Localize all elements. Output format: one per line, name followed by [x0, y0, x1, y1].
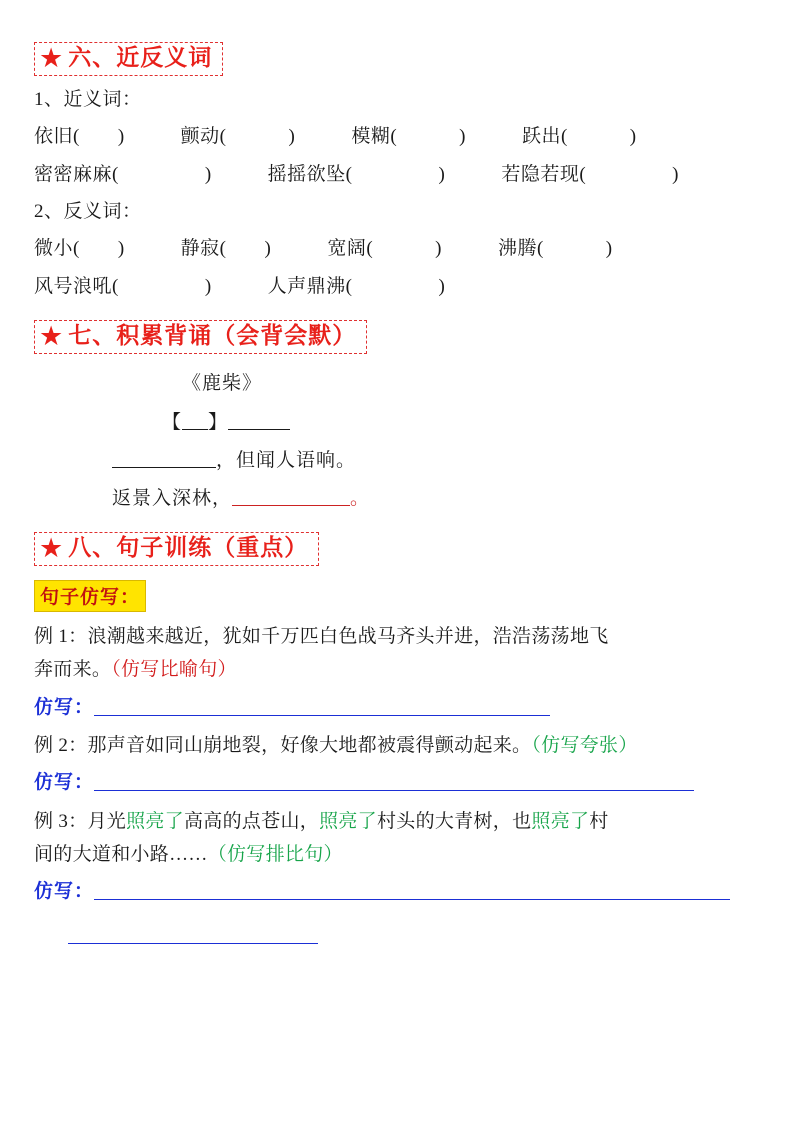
imitate-row-1 — [34, 693, 760, 723]
section-title-6: 六、近反义词 — [68, 45, 213, 71]
section-heading-8 — [34, 532, 319, 566]
word-renshengdingfei: 人声鼎沸( — [267, 276, 353, 298]
example-1-text: 浪潮越来越近，犹如千万匹白色战马齐头并进，浩浩荡荡地飞 — [87, 626, 609, 648]
word-mohu: 模糊( — [351, 126, 398, 148]
word-chandong: 颤动( — [180, 126, 227, 148]
example-3-text-1: 月光 — [87, 810, 127, 832]
star-icon: ★ — [39, 321, 64, 352]
example-3-cont — [34, 838, 760, 871]
word-mimimama: 密密麻麻( — [34, 164, 119, 186]
paren-close-1: ) — [117, 126, 125, 148]
imitate-blank-3[interactable] — [94, 878, 730, 900]
page-content — [34, 42, 760, 944]
example-3-label: 例 3： — [34, 810, 88, 832]
example-3-green-2: 照亮了 — [319, 810, 377, 832]
example-1-label: 例 1： — [34, 626, 88, 648]
star-icon: ★ — [39, 43, 64, 73]
imitate-row-3 — [34, 877, 760, 907]
paren-close-11: ) — [605, 238, 613, 260]
antonyms-label: 2、反义词： — [34, 201, 142, 223]
paren-close-7: ) — [672, 164, 679, 186]
poem-bracket-close: 】 — [208, 412, 229, 434]
word-fenghaolanghou: 风号浪吼( — [34, 276, 119, 298]
synonyms-row-2 — [34, 156, 760, 194]
imitate-label-1: 仿写： — [34, 696, 95, 718]
example-1-text-line2: 奔而来。 — [34, 659, 112, 681]
poem-title: 《鹿柴》 — [182, 373, 263, 395]
paren-close-10: ) — [435, 238, 442, 260]
example-2-label: 例 2： — [34, 734, 88, 756]
imitate-label-2: 仿写： — [34, 772, 95, 794]
poem-blank-1[interactable] — [182, 409, 208, 430]
example-3-text-3: 村头的大青树，也 — [376, 810, 532, 832]
imitate-row-2 — [34, 768, 760, 798]
poem-line-3-period: 。 — [350, 488, 371, 510]
imitate-blank-1[interactable] — [94, 694, 550, 716]
poem-line-3-text: 返景入深林， — [112, 488, 233, 510]
word-weixiao: 微小( — [34, 238, 80, 260]
paren-close-2: ) — [288, 126, 296, 148]
word-kuankuo: 宽阔( — [327, 238, 374, 260]
imitate-blank-3-line2[interactable] — [68, 926, 318, 945]
paren-close-13: ) — [438, 276, 446, 298]
example-3-note: （仿写排比句） — [207, 843, 343, 865]
example-3-green-1: 照亮了 — [126, 810, 184, 832]
synonyms-row-1 — [34, 118, 760, 156]
antonyms-row-1 — [34, 230, 760, 268]
paren-close-6: ) — [438, 164, 446, 186]
poem-blank-3[interactable] — [112, 447, 216, 468]
poem-blank-4[interactable] — [232, 485, 350, 506]
section-title-8: 八、句子训练（重点） — [68, 535, 309, 561]
example-3-text-4: 村 — [589, 810, 609, 832]
example-2-note: （仿写夸张） — [531, 734, 638, 756]
paren-close-9: ) — [264, 238, 272, 260]
example-3-text-line2: 间的大道和小路…… — [34, 843, 208, 865]
example-1-text-cont — [34, 653, 760, 686]
poem-block — [34, 364, 760, 518]
sentence-imitation-label: 句子仿写： — [34, 580, 146, 612]
example-2 — [34, 729, 760, 762]
section-heading-6 — [34, 42, 223, 76]
poem-line-1 — [162, 404, 760, 442]
poem-line-3 — [112, 480, 760, 518]
poem-bracket-open: 【 — [162, 412, 183, 434]
paren-close-4: ) — [629, 126, 637, 148]
word-feiteng: 沸腾( — [497, 238, 544, 260]
word-yaoyaoyuzhui: 摇摇欲坠( — [267, 164, 353, 186]
paren-close-12: ) — [204, 276, 212, 298]
word-yijiu: 依旧( — [34, 126, 80, 148]
imitate-label-3: 仿写： — [34, 881, 95, 903]
section-title-7: 七、积累背诵（会背会默） — [68, 323, 357, 349]
poem-line-2 — [112, 442, 760, 480]
example-3-text-2: 高高的点苍山， — [183, 810, 320, 832]
antonyms-row-2 — [34, 268, 760, 306]
paren-close-8: ) — [117, 238, 125, 260]
example-2-text: 那声音如同山崩地裂，好像大地都被震得颤动起来。 — [87, 734, 532, 756]
example-1-note: （仿写比喻句） — [111, 659, 237, 681]
example-1 — [34, 620, 760, 687]
paren-close-3: ) — [459, 126, 466, 148]
example-3 — [34, 805, 760, 872]
word-jingji: 静寂( — [180, 238, 227, 260]
imitate-blank-2[interactable] — [94, 769, 694, 791]
section-heading-7 — [34, 320, 367, 354]
word-ruoyinruoxian: 若隐若现( — [501, 164, 587, 186]
poem-blank-2[interactable] — [228, 409, 290, 430]
synonyms-label: 1、近义词： — [34, 89, 142, 110]
word-yuechu: 跃出( — [521, 126, 568, 148]
star-icon: ★ — [39, 533, 64, 564]
paren-close-5: ) — [204, 164, 212, 186]
poem-line-2-text: ，但闻人语响。 — [216, 450, 357, 472]
example-3-green-3: 照亮了 — [531, 810, 590, 832]
